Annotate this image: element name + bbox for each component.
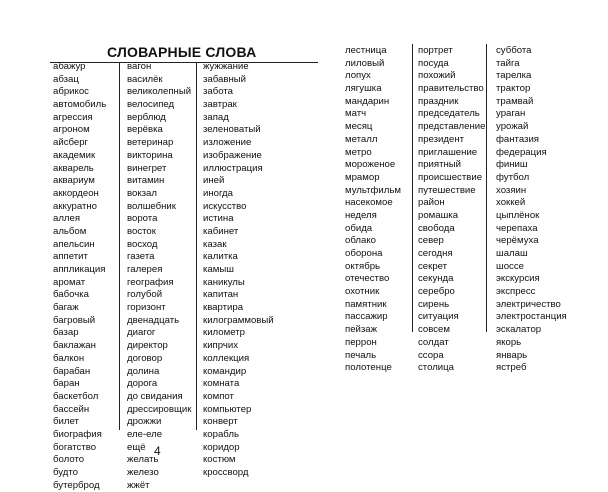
word-item: приятный [418, 159, 462, 171]
word-item: отечество [345, 273, 390, 285]
word-item: дрожжи [127, 416, 162, 428]
word-item: барабан [53, 365, 91, 377]
word-item: хоккей [496, 197, 526, 209]
word-item: компот [203, 390, 234, 402]
word-item: январь [496, 349, 528, 361]
word-item: базар [53, 327, 79, 339]
word-item: баклажан [53, 340, 96, 352]
word-item: акварель [53, 162, 94, 174]
word-item: электричество [496, 298, 561, 310]
word-item: тарелка [496, 70, 532, 82]
word-item: вокзал [127, 187, 157, 199]
word-item: экскурсия [496, 273, 540, 285]
word-item: тайга [496, 57, 520, 69]
word-item: восход [127, 238, 158, 250]
word-item: представление [418, 121, 486, 133]
word-item: автомобиль [53, 99, 107, 111]
word-item: дрессировщик [127, 403, 192, 415]
word-item: правительство [418, 83, 484, 95]
word-item: баран [53, 378, 80, 390]
word-item: хозяин [496, 184, 527, 196]
word-item: бабочка [53, 289, 89, 301]
word-item: богатство [53, 441, 97, 453]
word-item: компьютер [203, 403, 252, 415]
word-column-4 [345, 45, 401, 375]
word-item: изображение [203, 149, 262, 161]
word-column-5 [418, 45, 485, 375]
column-divider [119, 62, 120, 430]
word-item: охотник [345, 286, 380, 298]
word-item: василёк [127, 73, 163, 85]
word-item: завтрак [203, 99, 237, 111]
word-item: лягушка [345, 83, 382, 95]
word-item: желать [127, 454, 159, 466]
word-item: килограммовый [203, 314, 274, 326]
word-item: насекомое [345, 197, 393, 209]
word-item: ворота [127, 213, 158, 225]
word-item: километр [203, 327, 245, 339]
word-column-1 [53, 61, 106, 492]
word-item: матч [345, 108, 367, 120]
word-column-6 [496, 45, 567, 375]
word-item: корабль [203, 428, 239, 440]
word-item: ромашка [418, 209, 459, 221]
word-item: кроссворд [203, 467, 249, 478]
word-item: багаж [53, 302, 79, 314]
word-item: конверт [203, 416, 238, 428]
word-item: география [127, 276, 174, 288]
word-item: памятник [345, 298, 387, 310]
word-item: коридор [203, 441, 240, 453]
column-divider [196, 62, 197, 430]
word-item: багровый [53, 314, 96, 326]
word-item: полотенце [345, 362, 392, 374]
word-item: винегрет [127, 162, 167, 174]
word-item: костюм [203, 454, 236, 466]
word-item: мрамор [345, 171, 380, 183]
word-item: месяц [345, 121, 373, 133]
word-item: мультфильм [345, 184, 401, 196]
word-item: солдат [418, 336, 449, 348]
word-item: баскетбол [53, 390, 99, 402]
word-item: урожай [496, 121, 529, 133]
word-item: восток [127, 225, 156, 237]
word-item: ураган [496, 108, 526, 120]
word-item: мандарин [345, 95, 390, 107]
word-item: до свидания [127, 390, 183, 402]
word-item: агрессия [53, 111, 93, 123]
word-item: неделя [345, 209, 377, 221]
word-item: секрет [418, 260, 448, 272]
word-item: ещё [127, 441, 146, 453]
column-divider [486, 44, 487, 332]
word-item: зеленоватый [203, 124, 261, 136]
word-item: аппликация [53, 264, 106, 275]
word-item: диагог [127, 327, 156, 339]
word-item: путешествие [418, 184, 476, 196]
word-item: футбол [496, 171, 530, 183]
word-item: облако [345, 235, 376, 247]
word-item: экспресс [496, 286, 536, 298]
word-item: ситуация [418, 311, 459, 323]
word-item: вагон [127, 61, 152, 72]
word-item: пейзаж [345, 324, 378, 336]
word-item: похожий [418, 70, 456, 82]
word-item: коллекция [203, 352, 250, 364]
word-item: абзац [53, 73, 79, 85]
word-item: аромат [53, 276, 86, 288]
word-item: великолепный [127, 86, 192, 98]
word-item: происшествие [418, 171, 483, 183]
word-item: айсберг [53, 137, 89, 149]
word-item: жужжание [203, 61, 249, 72]
word-item: север [418, 235, 444, 247]
word-item: перрон [345, 336, 377, 348]
word-item: витамин [127, 175, 165, 187]
word-item: федерация [496, 146, 547, 158]
word-item: газета [127, 251, 155, 263]
word-item: метро [345, 146, 372, 158]
word-item: абрикос [53, 86, 89, 98]
word-column-2 [127, 61, 191, 492]
word-item: президент [418, 133, 465, 145]
word-item: камыш [203, 264, 234, 275]
word-item: билет [53, 416, 79, 428]
word-item: ястреб [496, 362, 527, 374]
word-item: болото [53, 454, 85, 466]
page-number: 4 [154, 444, 161, 458]
word-item: двенадцать [127, 314, 180, 326]
word-item: командир [203, 365, 247, 377]
word-item: галерея [127, 264, 163, 275]
word-item: обида [345, 222, 373, 234]
word-item: абажур [53, 61, 86, 72]
word-item: калитка [203, 251, 238, 263]
word-item: каникулы [203, 276, 245, 288]
word-item: жжёт [127, 479, 150, 491]
word-item: сегодня [418, 248, 453, 259]
word-item: лиловый [345, 57, 385, 69]
word-item: велосипед [127, 99, 175, 111]
word-item: ветеринар [127, 137, 174, 149]
word-item: суббота [496, 45, 532, 56]
word-item: аллея [53, 213, 81, 225]
word-item: серебро [418, 286, 455, 298]
word-item: совсем [418, 324, 450, 336]
word-item: бутерброд [53, 479, 100, 491]
word-item: лопух [345, 70, 371, 82]
word-item: председатель [418, 108, 480, 120]
word-item: лестница [345, 45, 387, 56]
word-item: железо [127, 467, 159, 478]
word-item: будто [53, 467, 78, 478]
word-item: долина [127, 365, 160, 377]
word-item: комната [203, 378, 240, 390]
word-item: горизонт [127, 302, 166, 314]
word-item: волшебник [127, 200, 176, 212]
word-item: аккуратно [53, 200, 98, 212]
word-item: еле-еле [127, 428, 163, 440]
word-item: секунда [418, 273, 454, 285]
word-item: квартира [203, 302, 244, 314]
word-item: трактор [496, 83, 531, 95]
word-item: верёвка [127, 124, 163, 136]
word-item: аппетит [53, 251, 88, 263]
word-item: район [418, 197, 445, 209]
word-column-3 [203, 61, 274, 480]
word-item: металл [345, 133, 378, 145]
word-item: праздник [418, 95, 459, 107]
word-item: сирень [418, 298, 450, 310]
word-item: забавный [203, 73, 246, 85]
word-item: портрет [418, 45, 453, 56]
word-item: финиш [496, 159, 528, 171]
word-item: альбом [53, 225, 87, 237]
word-item: шалаш [496, 248, 528, 259]
word-item: забота [203, 86, 233, 98]
word-item: верблюд [127, 111, 166, 123]
word-item: ссора [418, 349, 444, 361]
word-item: балкон [53, 352, 85, 364]
word-item: апельсин [53, 238, 95, 250]
word-item: иногда [203, 187, 233, 199]
word-item: октябрь [345, 260, 381, 272]
word-item: капитан [203, 289, 239, 301]
word-item: директор [127, 340, 168, 352]
word-item: академик [53, 149, 96, 161]
word-item: черепаха [496, 222, 538, 234]
column-divider [412, 44, 413, 332]
word-item: столица [418, 362, 454, 374]
word-item: шоссе [496, 260, 524, 272]
word-item: черёмуха [496, 235, 539, 247]
word-item: искусство [203, 200, 247, 212]
word-item: запад [203, 111, 229, 123]
word-item: якорь [496, 336, 522, 348]
word-item: иней [203, 175, 225, 187]
word-item: свобода [418, 222, 455, 234]
word-item: фантазия [496, 133, 539, 145]
word-item: электростанция [496, 311, 567, 323]
word-item: иллюстрация [203, 162, 263, 174]
word-item: викторина [127, 149, 173, 161]
word-item: голубой [127, 289, 163, 301]
word-item: оборона [345, 248, 383, 259]
word-item: посуда [418, 57, 449, 69]
page-title: СЛОВАРНЫЕ СЛОВА [107, 44, 257, 60]
word-item: пассажир [345, 311, 388, 323]
word-item: приглашение [418, 146, 478, 158]
word-item: кипрчих [203, 340, 239, 352]
word-item: биография [53, 428, 102, 440]
word-item: договор [127, 352, 163, 364]
word-item: аккордеон [53, 187, 99, 199]
word-item: дорога [127, 378, 158, 390]
word-item: кабинет [203, 225, 239, 237]
word-item: цыплёнок [496, 209, 540, 221]
word-item: печаль [345, 349, 377, 361]
word-item: бассейн [53, 403, 90, 415]
word-item: трамвай [496, 95, 534, 107]
word-item: мороженое [345, 159, 396, 171]
word-item: казак [203, 238, 227, 250]
word-item: изложение [203, 137, 252, 149]
word-item: аквариум [53, 175, 95, 187]
word-item: истина [203, 213, 234, 225]
word-item: эскалатор [496, 324, 542, 336]
word-item: агроном [53, 124, 90, 136]
